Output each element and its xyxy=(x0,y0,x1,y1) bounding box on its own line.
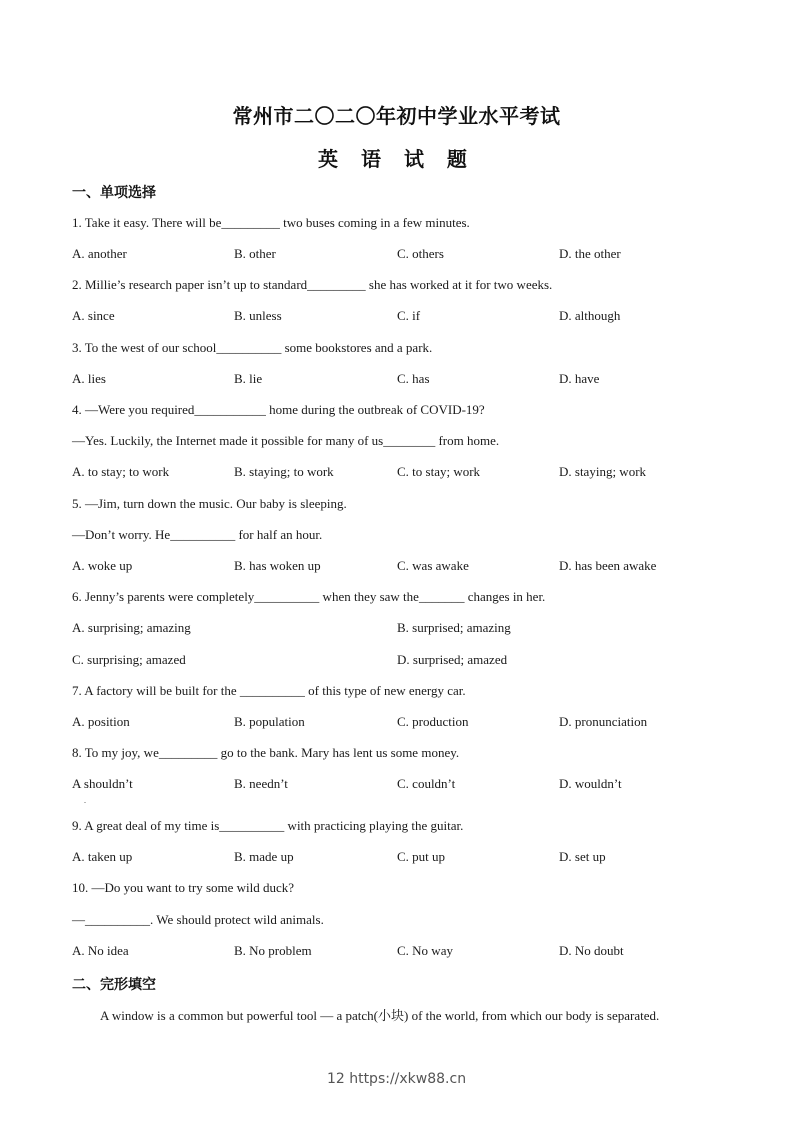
question-2-option-a: A. since xyxy=(72,308,115,323)
question-5-option-d: D. has been awake xyxy=(559,558,657,573)
question-4-option-d: D. staying; work xyxy=(559,464,647,479)
question-10-stem: 10. —Do you want to try some wild duck? xyxy=(72,880,295,895)
question-1-option-d: D. the other xyxy=(559,246,621,261)
question-8-option-b: B. needn’t xyxy=(234,776,288,791)
page-footer: 12 https://xkw88.cn xyxy=(326,1071,467,1087)
question-4-option-c: C. to stay; work xyxy=(397,464,481,479)
question-5-option-c: C. was awake xyxy=(397,558,469,573)
question-3-option-d: D. have xyxy=(559,371,600,386)
question-8-option-a: A shouldn’t xyxy=(72,776,133,791)
question-9-option-d: D. set up xyxy=(559,849,606,864)
question-7-stem: 7. A factory will be built for the __________ of this type of new energy car. xyxy=(72,683,466,698)
section-heading-cloze: 二、完形填空 xyxy=(72,977,156,993)
question-4-option-b: B. staying; to work xyxy=(234,464,334,479)
question-7-option-a: A. position xyxy=(72,714,130,729)
question-3-stem: 3. To the west of our school__________ some bookstores and a park. xyxy=(72,340,433,355)
exam-title: 常州市二〇二〇年初中学业水平考试 xyxy=(232,104,561,128)
question-5-reply: —Don’t worry. He__________ for half an hour. xyxy=(72,527,323,542)
question-9-option-b: B. made up xyxy=(234,849,294,864)
question-2-option-c: C. if xyxy=(397,308,421,323)
exam-subtitle: 英 语 试 题 xyxy=(318,147,475,171)
question-6-option-c: C. surprising; amazed xyxy=(72,652,186,667)
question-9-stem: 9. A great deal of my time is__________ with practicing playing the guitar. xyxy=(72,818,464,833)
question-10-option-c: C. No way xyxy=(397,943,453,958)
question-2-stem: 2. Millie’s research paper isn’t up to standard_________ she has worked at it for two weeks. xyxy=(72,277,553,292)
question-3-option-a: A. lies xyxy=(72,371,106,386)
question-10-reply: —__________. We should protect wild animals. xyxy=(72,912,324,927)
question-8-option-d: D. wouldn’t xyxy=(559,776,622,791)
question-8-stem: 8. To my joy, we_________ go to the bank. Mary has lent us some money. xyxy=(72,745,460,760)
question-5-option-a: A. woke up xyxy=(72,558,133,573)
question-5-option-b: B. has woken up xyxy=(234,558,321,573)
question-5-stem: 5. —Jim, turn down the music. Our baby is sleeping. xyxy=(72,496,347,511)
question-6-stem: 6. Jenny’s parents were completely__________ when they saw the_______ changes in her. xyxy=(72,589,546,604)
question-1-option-b: B. other xyxy=(234,246,276,261)
question-7-option-b: B. population xyxy=(234,714,305,729)
question-2-option-d: D. although xyxy=(559,308,621,323)
question-4-stem: 4. —Were you required___________ home during the outbreak of COVID-19? xyxy=(72,402,485,417)
question-8-option-c: C. couldn’t xyxy=(397,776,456,791)
question-3-option-c: C. has xyxy=(397,371,430,386)
question-1-stem: 1. Take it easy. There will be_________ two buses coming in a few minutes. xyxy=(72,215,470,230)
question-9-option-c: C. put up xyxy=(397,849,446,864)
cloze-passage-first-line: A window is a common but powerful tool — a patch(小块) of the world, from which our body is separated. xyxy=(100,1008,660,1023)
question-2-option-b: B. unless xyxy=(234,308,282,323)
question-7-option-c: C. production xyxy=(397,714,469,729)
question-7-option-d: D. pronunciation xyxy=(559,714,648,729)
question-6-option-b: B. surprised; amazing xyxy=(397,620,511,635)
stray-dot-mark: . xyxy=(84,796,86,805)
question-3-option-b: B. lie xyxy=(234,371,263,386)
question-10-option-d: D. No doubt xyxy=(559,943,624,958)
question-9-option-a: A. taken up xyxy=(72,849,133,864)
question-10-option-a: A. No idea xyxy=(72,943,129,958)
question-10-option-b: B. No problem xyxy=(234,943,312,958)
question-6-option-a: A. surprising; amazing xyxy=(72,620,191,635)
question-1-option-a: A. another xyxy=(72,246,127,261)
question-6-option-d: D. surprised; amazed xyxy=(397,652,508,667)
question-4-reply: —Yes. Luckily, the Internet made it possible for many of us________ from home. xyxy=(72,433,500,448)
question-1-option-c: C. others xyxy=(397,246,444,261)
section-heading-single-choice: 一、单项选择 xyxy=(72,185,156,201)
question-4-option-a: A. to stay; to work xyxy=(72,464,170,479)
